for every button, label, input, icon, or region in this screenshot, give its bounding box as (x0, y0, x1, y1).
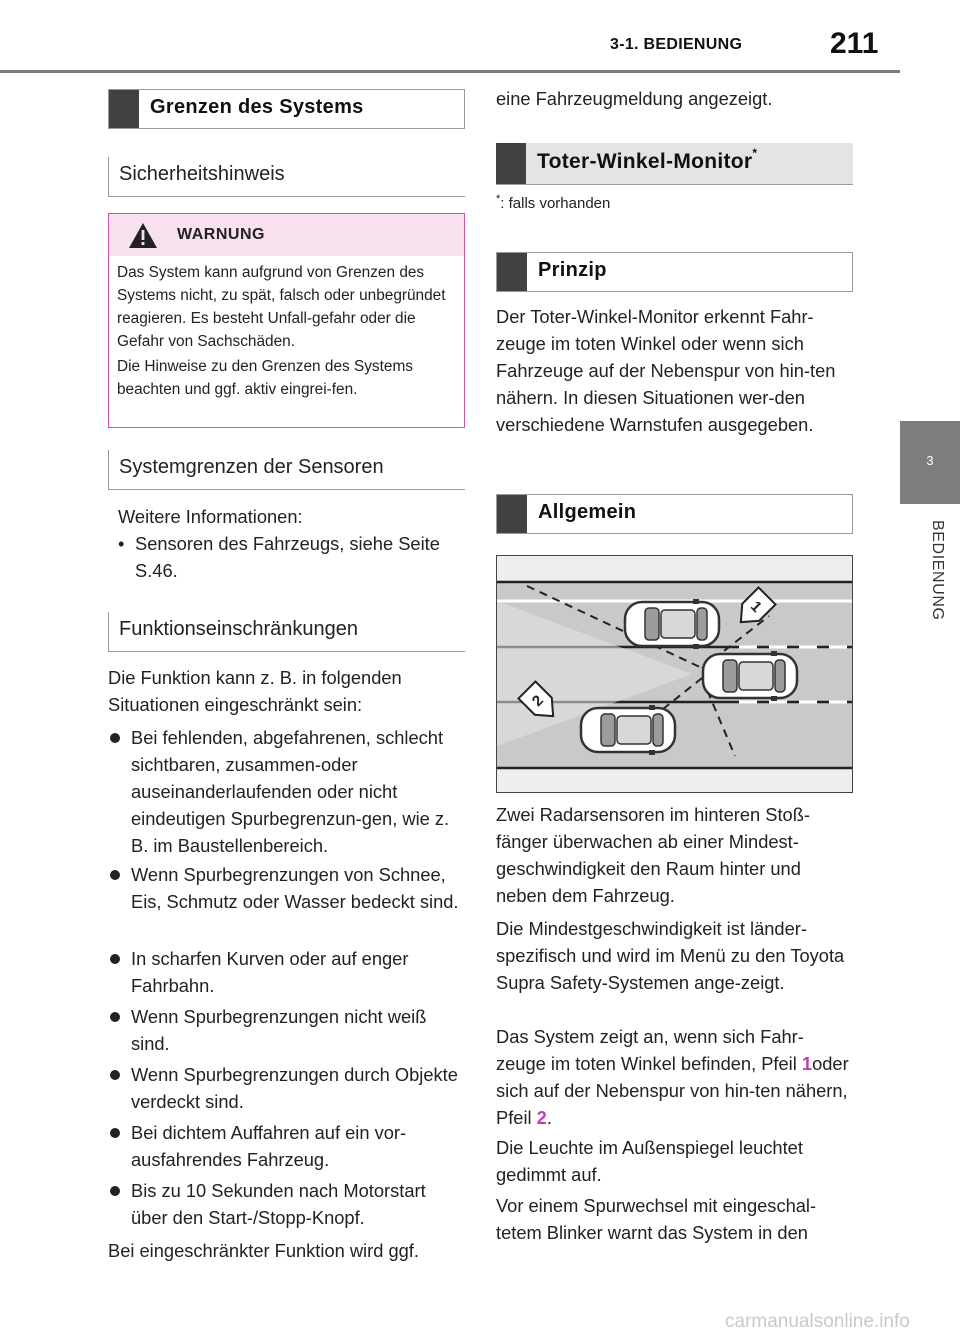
list-item-text: Bei fehlenden, abgefahrenen, schlecht sichtbaren, zusammen-oder auseinanderlaufenden oder nicht eindeutigen Spurbegrenzun-gen, wie z. B. im Baustellenbereich. (131, 727, 450, 856)
blind-spot-illustration (496, 555, 853, 793)
section-title-text: Prinzip (538, 259, 607, 281)
section-title-prinzip (496, 252, 853, 292)
list-item-text: Wenn Spurbegrenzungen von Schnee, Eis, Schmutz oder Wasser bedeckt sind. (131, 864, 459, 912)
paragraph-text: . (546, 1107, 552, 1128)
paragraph-text: Das System zeigt an, wenn sich Fahr-zeuge im toten Winkel befinden, Pfeil (496, 1026, 804, 1074)
closing-paragraph: Bei eingeschränkter Funktion wird ggf. (108, 1240, 419, 1261)
section-title-text (537, 146, 758, 174)
subheading-sicherheitshinweis (108, 157, 465, 197)
bullet-dot (110, 954, 120, 964)
warning-title: WARNUNG (177, 226, 265, 243)
page-number: 211 (830, 27, 879, 60)
bullet-dot (110, 1186, 120, 1196)
subheading-text: Sicherheitshinweis (119, 163, 285, 185)
list-item-text: In scharfen Kurven oder auf enger Fahrbahn. (131, 948, 409, 996)
title-bar-marker (109, 90, 139, 128)
section-title-grenzen (108, 89, 465, 129)
body-paragraph: Die Leuchte im Außenspiegel leuchtet gedimmt auf. (496, 1137, 803, 1185)
verge-bottom (497, 768, 853, 793)
road-diagram (497, 556, 853, 793)
paragraph-text: oder sich auf der Nebenspur von hin-ten nähern, Pfeil (496, 1053, 849, 1128)
intro-paragraph: Die Funktion kann z. B. in folgenden Situationen eingeschränkt sein: (108, 667, 402, 715)
list-item-text: Bei dichtem Auffahren auf ein vor-ausfahrendes Fahrzeug. (131, 1122, 407, 1170)
bullet-dot (110, 733, 120, 743)
warning-paragraph: Die Hinweise zu den Grenzen des Systems beachten und ggf. aktiv eingrei-fen. (117, 358, 413, 398)
title-bar-marker (496, 143, 526, 184)
body-paragraph: Zwei Radarsensoren im hinteren Stoß-fänger überwachen ab einer Mindest-geschwindigkeit den Raum hinter und neben dem Fahrzeug. (496, 804, 810, 906)
body-paragraph (496, 1023, 853, 1131)
continuation-paragraph: eine Fahrzeugmeldung angezeigt. (496, 88, 773, 109)
vehicle-blind-spot (625, 599, 719, 649)
warning-triangle-icon (128, 222, 158, 249)
vehicle-own (703, 651, 797, 701)
bullet-dot (110, 1012, 120, 1022)
bullet-dot (110, 1070, 120, 1080)
warning-header (109, 214, 464, 256)
arrow-label-2: 2 (528, 691, 547, 710)
arrow-reference-1: 1 (801, 1053, 813, 1074)
verge-top (497, 556, 853, 582)
section-title-label: Toter-Winkel-Monitor (537, 150, 753, 173)
footnote-text: : falls vorhanden (500, 195, 611, 212)
warning-paragraph: Das System kann aufgrund von Grenzen des Systems nicht, zu spät, falsch oder unbegründet reagieren. Es besteht Unfall-gefahr oder die Gefahr von Sachschäden. (117, 264, 446, 350)
running-header-section: 3-1. BEDIENUNG (610, 36, 743, 53)
header-rule (0, 70, 900, 73)
body-paragraph: Die Mindestgeschwindigkeit ist länder-spezifisch und wird im Menü zu den Toyota Supra Safety-Systemen ange-zeigt. (496, 918, 845, 993)
chapter-tab-label-text: BEDIENUNG (929, 520, 946, 621)
section-title-text: Allgemein (538, 501, 637, 523)
section-title-allgemein (496, 494, 853, 534)
subheading-funktionseinschraenkungen (108, 612, 465, 652)
bullet-dot (110, 870, 120, 880)
list-item-text: Wenn Spurbegrenzungen durch Objekte verdeckt sind. (131, 1064, 458, 1112)
bullet-mark: • (118, 533, 125, 554)
list-item-text: Bis zu 10 Sekunden nach Motorstart über den Start-/Stopp-Knopf. (131, 1180, 426, 1228)
arrow-label-1: 1 (747, 597, 766, 616)
section-title-text: Grenzen des Systems (150, 96, 364, 118)
warning-box (108, 213, 465, 428)
footnote-mark: * (496, 193, 501, 205)
info-label: Weitere Informationen: (118, 506, 303, 527)
chapter-tab-label (930, 520, 950, 640)
info-bullet (118, 530, 465, 584)
subheading-systemgrenzen (108, 450, 465, 490)
subheading-text: Systemgrenzen der Sensoren (119, 456, 384, 478)
arrow-reference-2: 2 (536, 1107, 547, 1128)
title-bar-marker (497, 253, 527, 291)
info-bullet-text: Sensoren des Fahrzeugs, siehe Seite S.46. (135, 533, 440, 581)
title-bar-marker (497, 495, 527, 533)
vehicle-approaching (581, 705, 675, 755)
prinzip-paragraph: Der Toter-Winkel-Monitor erkennt Fahr-zeuge im toten Winkel oder wenn sich Fahrzeuge auf der Nebenspur von hin-ten nähern. In diesen Situationen wer-den verschiedene Warnstufen ausgegeben. (496, 306, 836, 435)
chapter-tab-number: 3 (900, 421, 960, 504)
subheading-text: Funktionseinschränkungen (119, 618, 359, 640)
footer-watermark: carmanualsonline.info (725, 1311, 910, 1332)
list-item-text: Wenn Spurbegrenzungen nicht weiß sind. (131, 1006, 427, 1054)
bullet-dot (110, 1128, 120, 1138)
footnote-asterisk: * (752, 146, 758, 160)
footnote (496, 193, 610, 212)
section-title-toter-winkel (496, 143, 853, 185)
body-paragraph: Vor einem Spurwechsel mit eingeschal-tetem Blinker warnt das System in den (496, 1195, 817, 1243)
